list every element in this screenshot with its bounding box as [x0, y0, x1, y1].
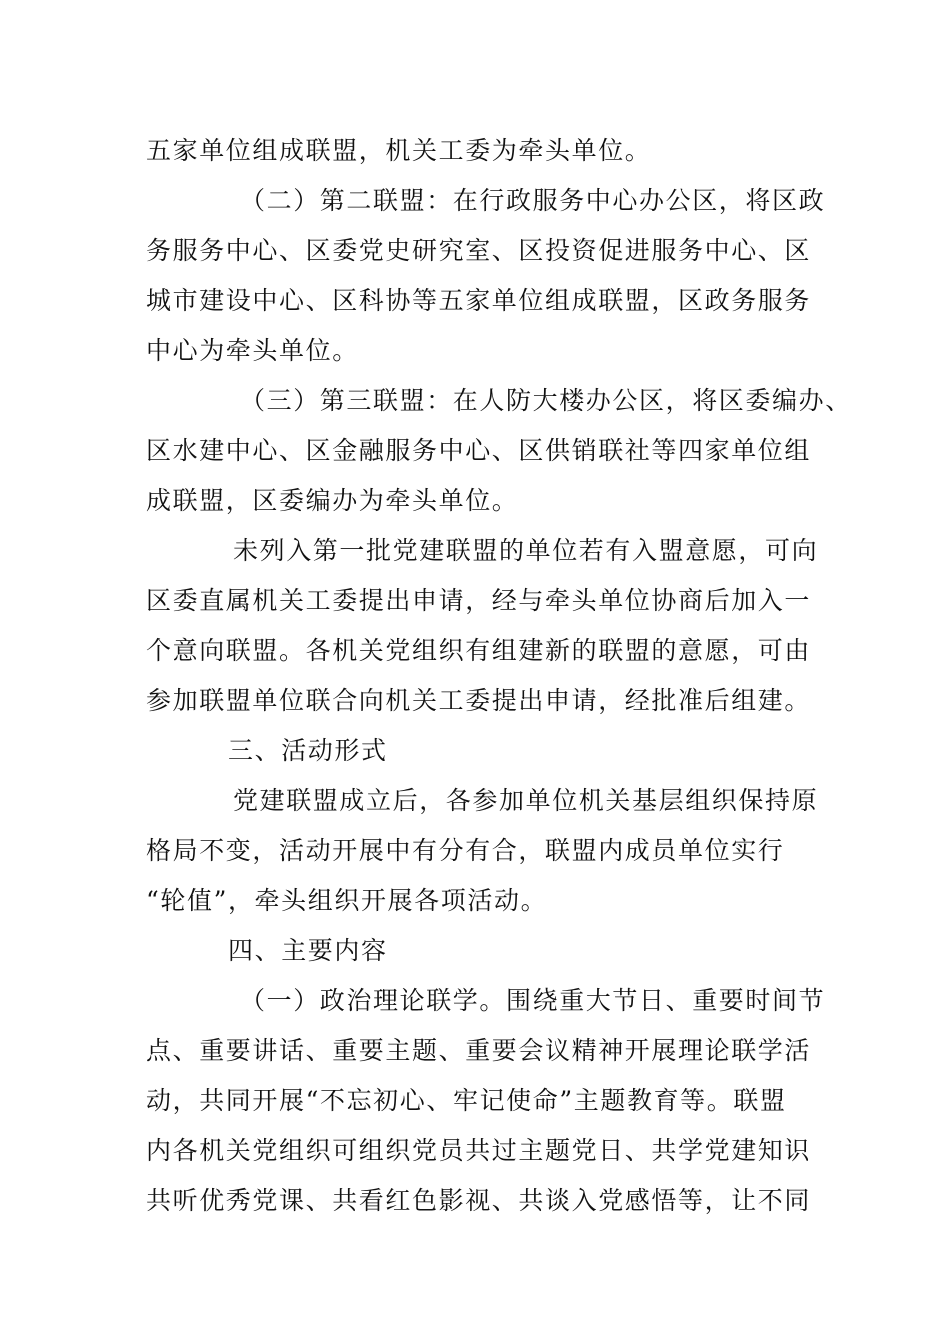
text-line: 城市建设中心、区科协等五家单位组成联盟，区政务服务	[146, 286, 812, 315]
text-line: （二）第二联盟：在行政服务中心办公区，将区政	[240, 186, 826, 215]
text-line: 五家单位组成联盟，机关工委为牵头单位。	[146, 136, 652, 165]
section-heading: 四、主要内容	[228, 936, 388, 965]
text-line: 共听优秀党课、共看红色影视、共谈入党感悟等，让不同	[146, 1186, 812, 1215]
text-line: （一）政治理论联学。围绕重大节日、重要时间节	[240, 986, 826, 1015]
text-line: 个意向联盟。各机关党组织有组建新的联盟的意愿，可由	[146, 636, 812, 665]
text-line: 未列入第一批党建联盟的单位若有入盟意愿，可向	[233, 536, 819, 565]
section-heading: 三、活动形式	[228, 736, 388, 765]
text-line: 内各机关党组织可组织党员共过主题党日、共学党建知识	[146, 1136, 812, 1165]
text-line: 党建联盟成立后，各参加单位机关基层组织保持原	[233, 786, 819, 815]
text-line: 区委直属机关工委提出申请，经与牵头单位协商后加入一	[146, 586, 812, 615]
text-line: 务服务中心、区委党史研究室、区投资促进服务中心、区	[146, 236, 812, 265]
text-line: 区水建中心、区金融服务中心、区供销联社等四家单位组	[146, 436, 812, 465]
text-line: 成联盟，区委编办为牵头单位。	[146, 486, 519, 515]
text-line: （三）第三联盟：在人防大楼办公区，将区委编办、	[240, 386, 852, 415]
text-line: 中心为牵头单位。	[146, 336, 359, 365]
text-line: 点、重要讲话、重要主题、重要会议精神开展理论联学活	[146, 1036, 812, 1065]
text-line: “轮值”，牵头组织开展各项活动。	[146, 886, 548, 915]
text-line: 动，共同开展“不忘初心、牢记使命”主题教育等。联盟	[146, 1086, 787, 1115]
text-line: 参加联盟单位联合向机关工委提出申请，经批准后组建。	[146, 686, 812, 715]
text-line: 格局不变，活动开展中有分有合，联盟内成员单位实行	[146, 836, 785, 865]
